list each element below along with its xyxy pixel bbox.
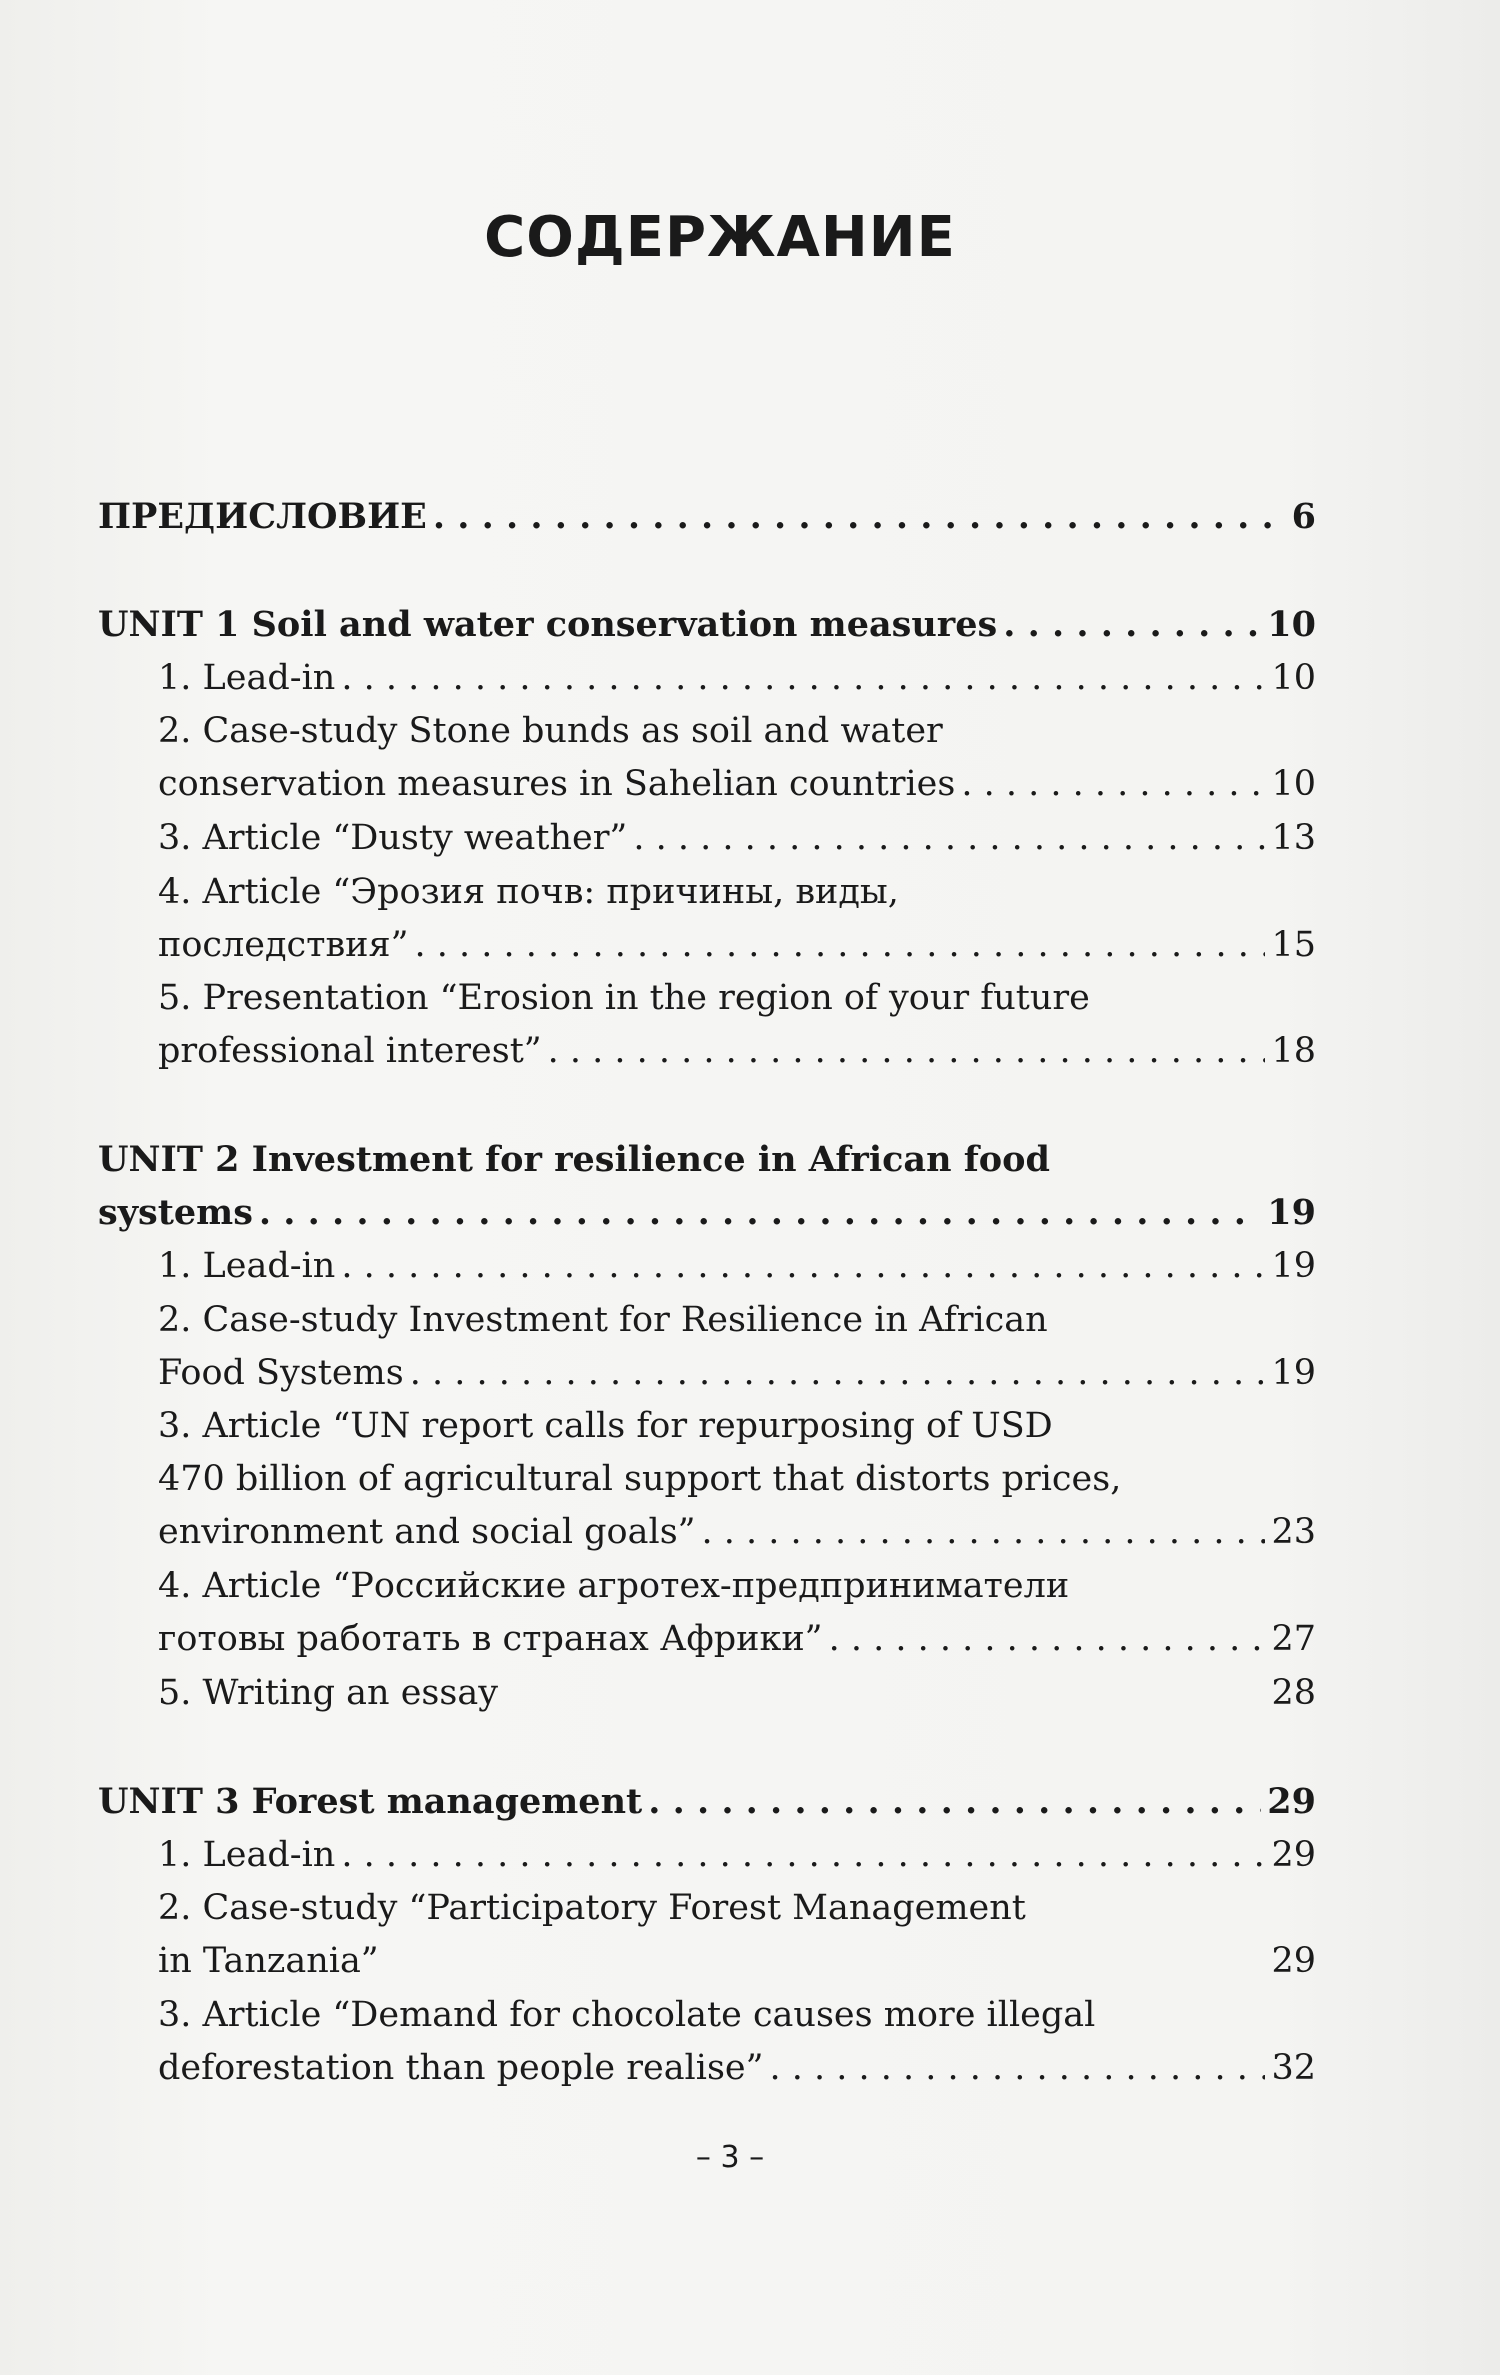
toc-entry-text: UNIT 2 Investment for resilience in African food	[98, 1139, 1050, 1180]
toc-entry	[158, 1400, 1316, 1559]
toc-page-number: 29	[1271, 1941, 1316, 1981]
toc-page-number: 10	[1271, 658, 1316, 698]
toc-entry	[158, 812, 1316, 865]
toc-entry-text: deforestation than people realise”	[158, 2048, 764, 2088]
toc-page-number: 18	[1271, 1031, 1316, 1071]
toc-page-number: 10	[1267, 604, 1316, 645]
toc-entry-text: 2. Case-study Stone bunds as soil and water	[158, 711, 943, 751]
toc-entry-text: Food Systems	[158, 1353, 404, 1393]
toc-page-number: 27	[1271, 1619, 1316, 1659]
leader-dots	[961, 758, 1265, 811]
toc-page-number: 29	[1267, 1781, 1316, 1822]
leader-dots	[433, 490, 1286, 543]
toc-entry-preface	[98, 490, 1316, 543]
toc-entry-text: 3. Article “Dusty weather”	[158, 818, 628, 858]
leader-dots	[341, 1240, 1265, 1293]
toc-entry-text: 5. Writing an essay	[158, 1673, 498, 1713]
toc-entry-unit-2	[98, 1133, 1316, 1239]
leader-dots	[548, 1025, 1266, 1078]
toc-entry	[158, 1240, 1316, 1293]
toc-entry-text: conservation measures in Sahelian countries	[158, 764, 956, 804]
leader-dots	[633, 812, 1265, 865]
toc-page-number: 19	[1271, 1353, 1316, 1393]
toc-entry	[158, 1882, 1316, 1988]
toc-entry-text: in Tanzania”	[158, 1941, 379, 1981]
toc-page-number: 32	[1271, 2048, 1316, 2088]
leader-dots	[770, 2042, 1266, 2095]
toc-entry-text: последствия”	[158, 925, 409, 965]
toc-entry-text: 1. Lead-in	[158, 1835, 336, 1875]
toc-entry-text: ПРЕДИСЛОВИЕ	[98, 496, 427, 537]
toc-entry-unit-1	[98, 598, 1316, 651]
toc-entry-text: 1. Lead-in	[158, 658, 336, 698]
toc-entry-text: professional interest”	[158, 1031, 542, 1071]
toc-page-number: 19	[1271, 1246, 1316, 1286]
leader-dots	[341, 1829, 1265, 1882]
toc-entry-text: UNIT 1 Soil and water conservation measures	[98, 604, 998, 645]
toc-entry	[158, 1294, 1316, 1400]
leader-dots	[648, 1775, 1261, 1828]
toc-entry	[158, 705, 1316, 811]
toc-page-number: 23	[1271, 1512, 1316, 1552]
toc-entry-text: 3. Article “Demand for chocolate causes more illegal	[158, 1995, 1096, 2035]
toc-entry	[158, 1667, 1316, 1720]
toc-entry	[158, 866, 1316, 972]
toc-entry-text: 2. Case-study Investment for Resilience in African	[158, 1300, 1048, 1340]
leader-dots	[829, 1613, 1266, 1666]
page-number-footer: – 3 –	[695, 2140, 765, 2175]
leader-dots	[341, 652, 1265, 705]
toc-page-number: 15	[1271, 925, 1316, 965]
toc-page-number: 19	[1267, 1192, 1316, 1233]
toc-entry-text: 4. Article “Эрозия почв: причины, виды,	[158, 872, 899, 912]
toc-entry-text: 4. Article “Российские агротех-предприниматели	[158, 1566, 1070, 1606]
toc-page-number: 6	[1291, 496, 1316, 537]
toc-entry-text: готовы работать в странах Африки”	[158, 1619, 823, 1659]
toc-page-number: 13	[1271, 818, 1316, 858]
toc-entry	[158, 972, 1316, 1078]
toc-page-number: 10	[1271, 764, 1316, 804]
leader-dots	[1003, 598, 1261, 651]
toc-entry	[158, 1989, 1316, 2095]
toc-entry-text: 5. Presentation “Erosion in the region of your future	[158, 978, 1090, 1018]
leader-dots	[702, 1506, 1266, 1559]
leader-dots	[410, 1347, 1266, 1400]
leader-dots	[259, 1186, 1261, 1239]
toc-entry	[158, 1829, 1316, 1882]
toc-entry-text: 2. Case-study “Participatory Forest Management	[158, 1888, 1026, 1928]
toc-entry-text: 3. Article “UN report calls for repurposing of USD	[158, 1406, 1053, 1446]
toc-entry-unit-3	[98, 1775, 1316, 1828]
leader-dots	[414, 919, 1265, 972]
toc-page-number: 29	[1271, 1835, 1316, 1875]
page-title: СОДЕРЖАНИЕ	[484, 205, 956, 270]
toc-entry	[158, 1560, 1316, 1666]
toc-entry-text: systems	[98, 1192, 253, 1233]
toc-entry-text: UNIT 3 Forest management	[98, 1781, 643, 1822]
toc-entry-text: 470 billion of agricultural support that distorts prices,	[158, 1459, 1122, 1499]
toc-page-number: 28	[1271, 1673, 1316, 1713]
toc-entry-text: 1. Lead-in	[158, 1246, 336, 1286]
toc-entry	[158, 652, 1316, 705]
toc-entry-text: environment and social goals”	[158, 1512, 696, 1552]
